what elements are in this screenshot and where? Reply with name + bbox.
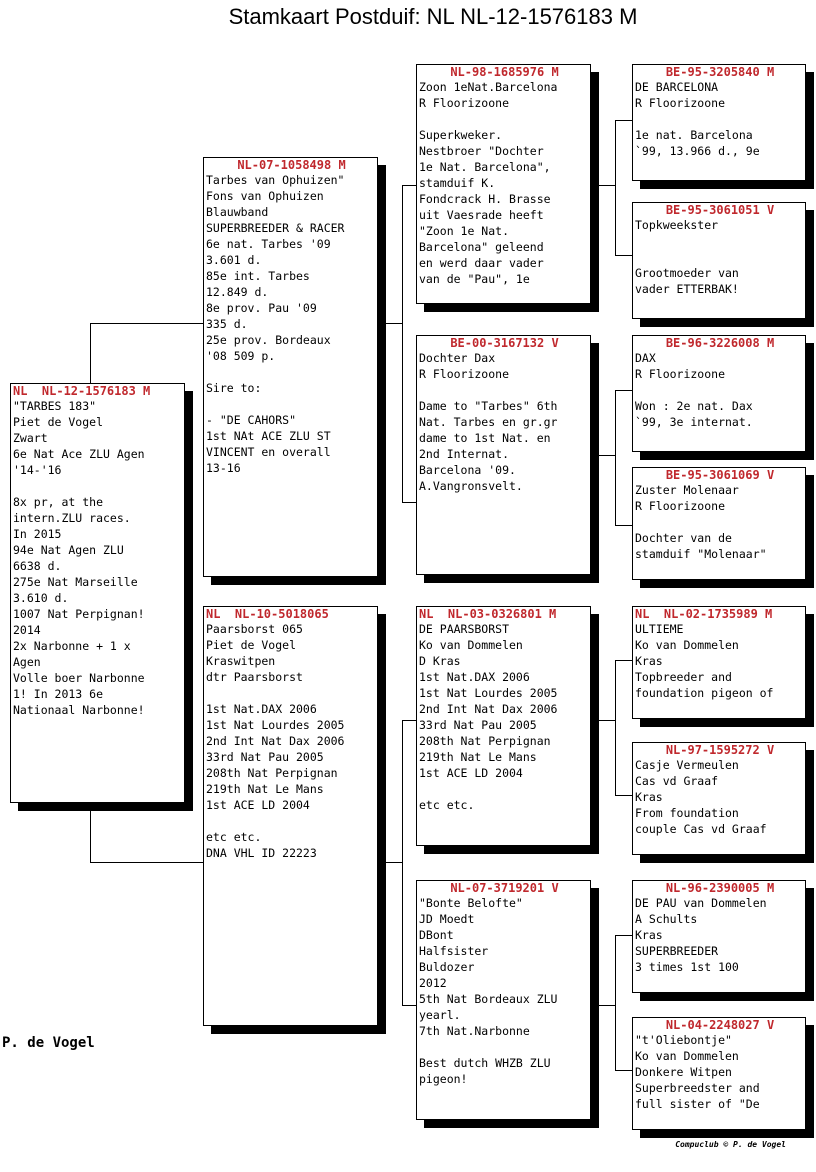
ring-number: BE-95-3061051 V [665, 203, 775, 217]
pedigree-card-ddd[interactable] [632, 1017, 806, 1130]
ring-number: NL-04-2248027 V [665, 1018, 775, 1032]
ring-number: BE-00-3167132 V [450, 336, 559, 350]
page-title: Stamkaart Postduif: NL NL-12-1576183 M [228, 4, 638, 29]
ring-number: NL NL-02-1735989 M [635, 607, 773, 621]
ring-number: BE-95-3205840 M [665, 65, 775, 79]
ring-number: NL-07-3719201 V [450, 881, 559, 895]
connector-line [90, 323, 204, 324]
pigeon-notes: DE PAARSBORST Ko van Dommelen D Kras 1st Nat.DAX 2006 1st Nat Lourdes 2005 2nd Int Nat Dax 2006 33rd Nat Pau 2005 208th Nat Perpignan 219th Nat Le Mans 1st ACE LD 2004 etc etc. [419, 622, 558, 812]
connector-line [590, 1005, 615, 1006]
ring-number: BE-96-3226008 M [665, 336, 775, 350]
connector-line [615, 795, 632, 796]
pigeon-notes: Zoon 1eNat.Barcelona R Floorizoone Superkweker. Nestbroer "Dochter 1e Nat. Barcelona", stamduif K. Fondcrack H. Brasse uit Vaesrade heeft "Zoon 1e Nat. Barcelona" geleend en werd daar vader van de "Pau", 1e [419, 80, 558, 286]
connector-line [615, 525, 632, 526]
connector-line [615, 390, 616, 525]
connector-line [377, 323, 402, 324]
pigeon-notes: Dochter Dax R Floorizoone Dame to "Tarbes" 6th Nat. Tarbes en gr.gr dame to 1st Nat. en 2nd Internat. Barcelona '09. A.Vangronsvelt. [419, 351, 558, 493]
connector-line [90, 810, 91, 862]
pedigree-card-sire-dam[interactable] [416, 335, 591, 575]
pedigree-card-subject[interactable] [10, 383, 185, 803]
pigeon-notes: "t'Oliebontje" Ko van Dommelen Donkere Witpen Superbreedster and full sister of "De [635, 1033, 760, 1111]
connector-line [402, 1005, 417, 1006]
pigeon-notes: DE BARCELONA R Floorizoone 1e nat. Barcelona `99, 13.966 d., 9e [635, 80, 760, 158]
connector-line [402, 720, 403, 1005]
pedigree-card-dam-sire[interactable] [416, 606, 591, 846]
pigeon-notes: DAX R Floorizoone Won : 2e nat. Dax `99, 3e internat. [635, 351, 753, 429]
pedigree-card-dss[interactable] [632, 606, 806, 719]
connector-line [615, 1070, 632, 1071]
pigeon-notes: Casje Vermeulen Cas vd Graaf Kras From foundation couple Cas vd Graaf [635, 758, 767, 836]
pigeon-notes: Topkweekster Grootmoeder van vader ETTERBAK! [635, 218, 739, 296]
ring-number: NL NL-10-5018065 [206, 607, 329, 621]
ring-number: NL-97-1595272 V [665, 743, 775, 757]
connector-line [615, 935, 616, 1070]
pedigree-card-sds[interactable] [632, 335, 806, 452]
pigeon-notes: ULTIEME Ko van Dommelen Kras Topbreeder and foundation pigeon of [635, 622, 774, 700]
connector-line [402, 502, 417, 503]
pedigree-card-sss[interactable] [632, 64, 806, 181]
connector-line [590, 455, 615, 456]
pigeon-notes: Zuster Molenaar R Floorizoone Dochter van de stamduif "Molenaar" [635, 483, 767, 561]
pedigree-card-dds[interactable] [632, 880, 806, 993]
copyright-notice: Compuclub © P. de Vogel [675, 1140, 786, 1149]
ring-number: NL-07-1058498 M [237, 158, 346, 172]
connector-line [402, 720, 417, 721]
pigeon-notes: "Bonte Belofte" JD Moedt DBont Halfsister Buldozer 2012 5th Nat Bordeaux ZLU yearl. 7th Nat.Narbonne Best dutch WHZB ZLU pigeon! [419, 896, 558, 1086]
pedigree-card-dam[interactable] [203, 606, 378, 1026]
connector-line [615, 255, 632, 256]
connector-line [615, 120, 616, 255]
owner-name: P. de Vogel [2, 1035, 95, 1051]
connector-line [377, 862, 402, 863]
pigeon-notes: DE PAU van Dommelen A Schults Kras SUPERBREEDER 3 times 1st 100 [635, 896, 767, 974]
pedigree-card-ssd[interactable] [632, 202, 806, 319]
connector-line [90, 862, 204, 863]
connector-line [615, 660, 632, 661]
pigeon-notes: Paarsborst 065 Piet de Vogel Kraswitpen dtr Paarsborst 1st Nat.DAX 2006 1st Nat Lourdes 2005 2nd Int Nat Dax 2006 33rd Nat Pau 2005 208th Nat Perpignan 219th Nat Le Mans 1st ACE LD 2004 etc etc. DNA VHL ID 22223 [206, 622, 345, 860]
connector-line [615, 935, 632, 936]
connector-line [615, 660, 616, 795]
pedigree-card-sdd[interactable] [632, 467, 806, 580]
pedigree-card-sire-sire[interactable] [416, 64, 591, 304]
connector-line [90, 323, 91, 383]
ring-number: BE-95-3061069 V [665, 468, 775, 482]
ring-number: NL-98-1685976 M [450, 65, 559, 79]
ring-number: NL NL-12-1576183 M [13, 384, 151, 398]
pedigree-card-dsd[interactable] [632, 742, 806, 855]
connector-line [590, 720, 615, 721]
connector-line [615, 120, 632, 121]
ring-number: NL NL-03-0326801 M [419, 607, 557, 621]
connector-line [590, 185, 615, 186]
pedigree-card-sire[interactable] [203, 157, 378, 577]
pedigree-card-dam-dam[interactable] [416, 880, 591, 1120]
pigeon-notes: "TARBES 183" Piet de Vogel Zwart 6e Nat Ace ZLU Agen '14-'16 8x pr, at the intern.ZLU races. In 2015 94e Nat Agen ZLU 6638 d. 275e Nat Marseille 3.610 d. 1007 Nat Perpignan! 2014 2x Narbonne + 1 x Agen Volle boer Narbonne 1! In 2013 6e Nationaal Narbonne! [13, 399, 145, 717]
connector-line [615, 390, 632, 391]
connector-line [402, 185, 403, 502]
connector-line [402, 185, 417, 186]
ring-number: NL-96-2390005 M [665, 881, 775, 895]
pigeon-notes: Tarbes van Ophuizen" Fons van Ophuizen Blauwband SUPERBREEDER & RACER 6e nat. Tarbes '09 3.601 d. 85e int. Tarbes 12.849 d. 8e prov. Pau '09 335 d. 25e prov. Bordeaux '08 509 p. Sire to: - "DE CAHORS" 1st NAt ACE ZLU ST VINCENT en overall 13-16 [206, 173, 345, 475]
